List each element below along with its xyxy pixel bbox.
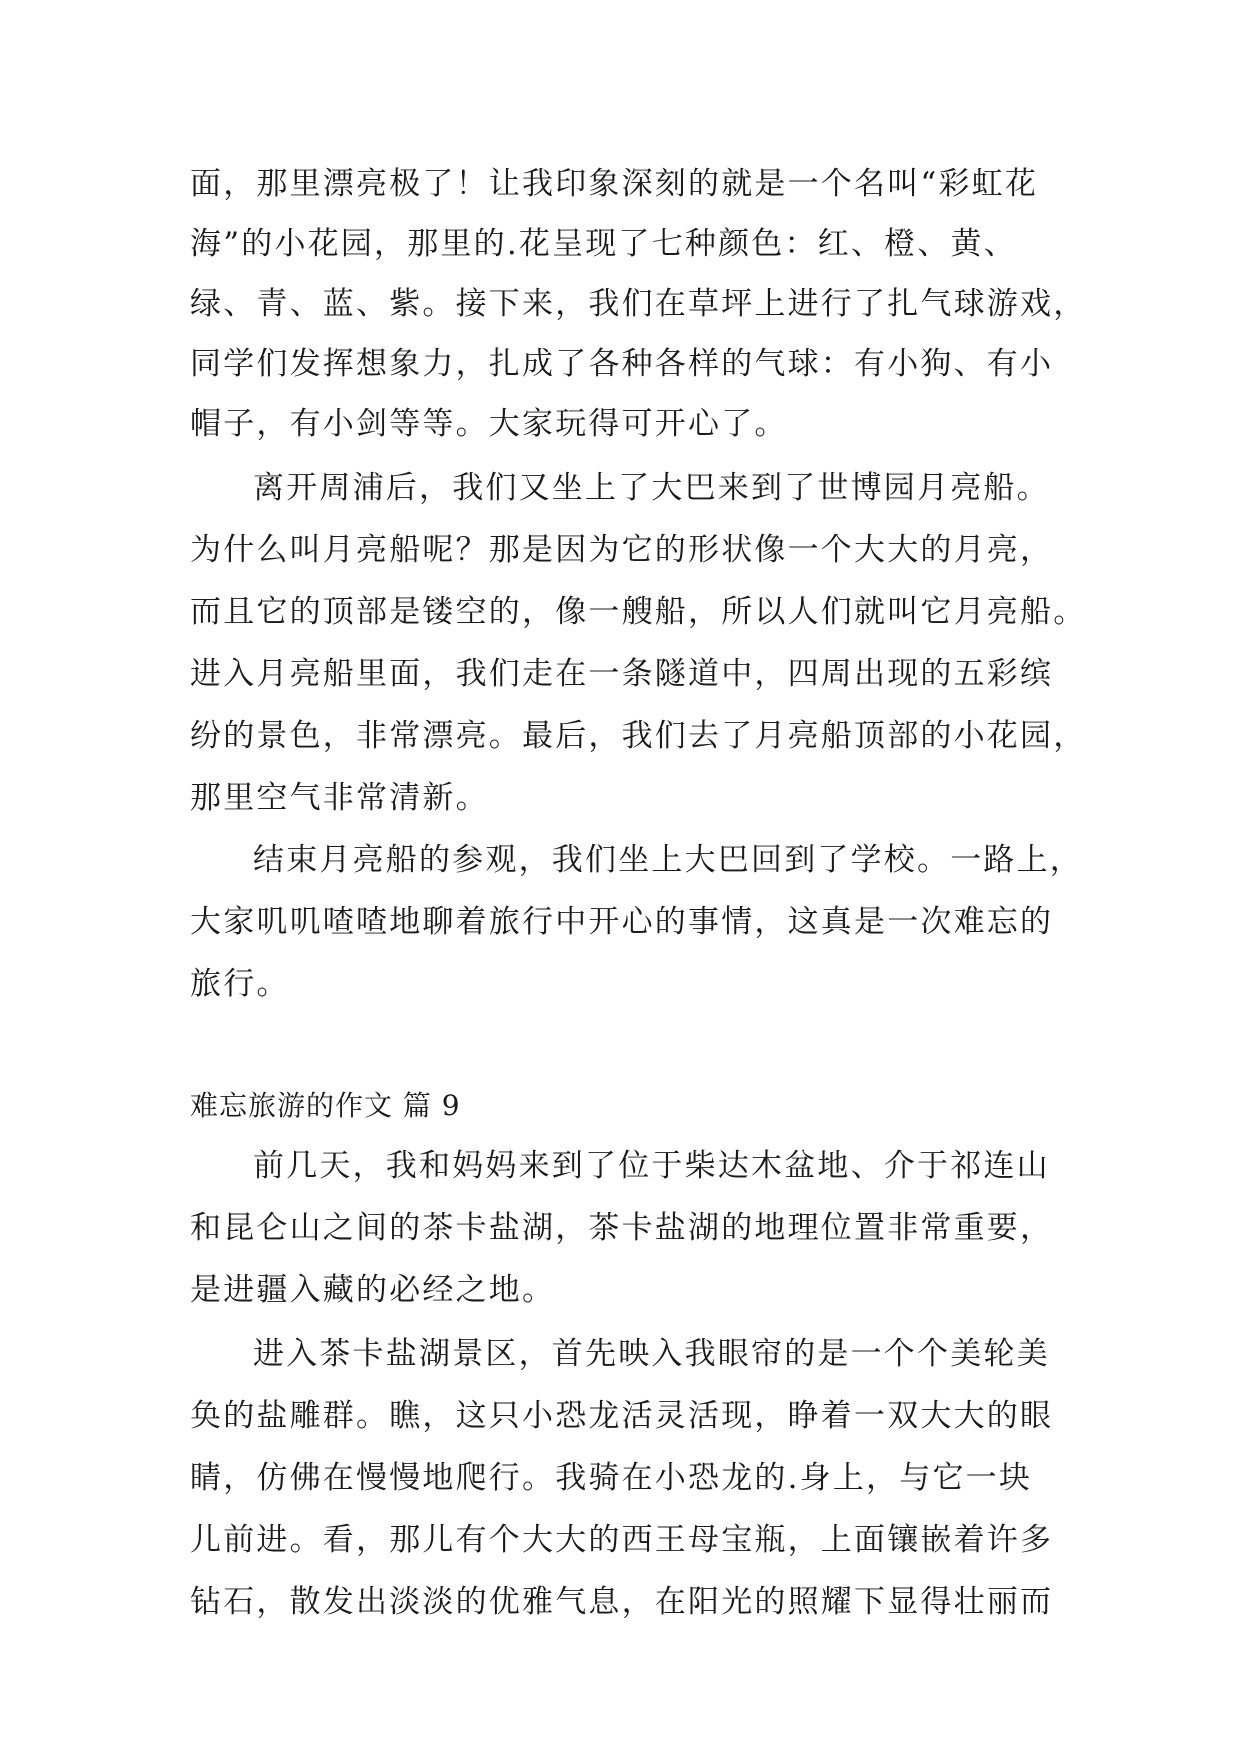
text-line: 是进疆入藏的必经之地。 — [190, 1272, 556, 1308]
text-line: 旅行。 — [190, 966, 290, 1002]
text-line: 海”的小花园，那里的.花呈现了七种颜色：红、橙、黄、 — [190, 226, 1017, 262]
text-line: 纷的景色，非常漂亮。最后，我们去了月亮船顶部的小花园， — [190, 718, 1087, 754]
text-line: 面，那里漂亮极了！让我印象深刻的就是一个名叫“彩虹花 — [190, 166, 1039, 202]
text-line: 而且它的顶部是镂空的，像一艘船，所以人们就叫它月亮船。 — [190, 594, 1087, 630]
text-line: 绿、青、蓝、紫。接下来，我们在草坪上进行了扎气球游戏， — [190, 286, 1087, 322]
text-line: 儿前进。看，那儿有个大大的西王母宝瓶，上面镶嵌着许多 — [190, 1522, 1054, 1558]
text-line: 前几天，我和妈妈来到了位于柴达木盆地、介于祁连山 — [253, 1148, 1050, 1184]
text-line: 进入月亮船里面，我们走在一条隧道中，四周出现的五彩缤 — [190, 656, 1054, 692]
text-line: 帽子，有小剑等等。大家玩得可开心了。 — [190, 406, 788, 442]
text-line: 同学们发挥想象力，扎成了各种各样的气球：有小狗、有小 — [190, 346, 1054, 382]
text-line: 奂的盐雕群。瞧，这只小恐龙活灵活现，睁着一双大大的眼 — [190, 1398, 1054, 1434]
text-line: 那里空气非常清新。 — [190, 780, 489, 816]
text-line: 和昆仑山之间的茶卡盐湖，茶卡盐湖的地理位置非常重要， — [190, 1210, 1054, 1246]
text-line: 离开周浦后，我们又坐上了大巴来到了世博园月亮船。 — [253, 470, 1050, 506]
text-line: 钻石，散发出淡淡的优雅气息，在阳光的照耀下显得壮丽而 — [190, 1584, 1054, 1620]
section-heading: 难忘旅游的作文 篇 9 — [190, 1089, 461, 1122]
text-line: 大家叽叽喳喳地聊着旅行中开心的事情，这真是一次难忘的 — [190, 904, 1054, 940]
text-line: 睛，仿佛在慢慢地爬行。我骑在小恐龙的.身上，与它一块 — [190, 1460, 1033, 1496]
text-line: 进入茶卡盐湖景区，首先映入我眼帘的是一个个美轮美 — [253, 1336, 1050, 1372]
text-line: 为什么叫月亮船呢？那是因为它的形状像一个大大的月亮， — [190, 532, 1054, 568]
text-line: 结束月亮船的参观，我们坐上大巴回到了学校。一路上， — [253, 842, 1083, 878]
